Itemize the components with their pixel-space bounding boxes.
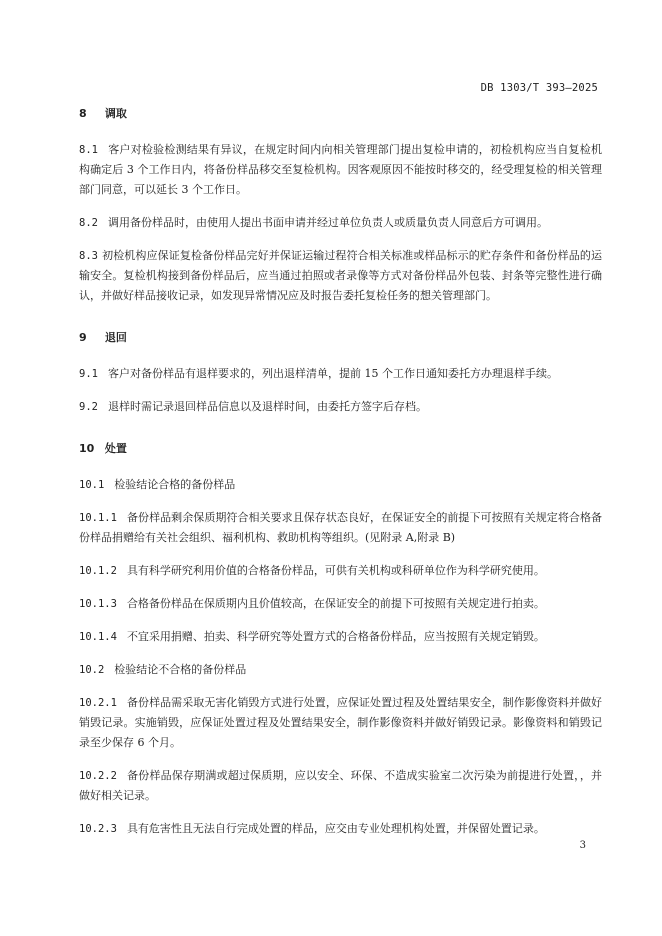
- page-number: 3: [579, 840, 586, 851]
- section-9-heading: [79, 328, 602, 348]
- clause-text: 调用备份样品时，由使用人提出书面申请并经过单位负责人或质量负责人同意后方可调用。: [107, 216, 548, 229]
- clause-number: 10.1.4: [79, 631, 117, 643]
- clause-text: 客户对备份样品有退样要求的，列出退样清单，提前 15 个工作日通知委托方办理退样手续。: [107, 367, 558, 380]
- subsection-number: 10.2: [79, 664, 105, 676]
- clause-10-1-1: [79, 508, 602, 548]
- clause-8-3: [79, 246, 602, 306]
- clause-text: 备份样品保存期满或超过保质期，应以安全、环保、不造成实验室二次污染为前提进行处置，，并做好相关记录。: [79, 769, 602, 802]
- clause-number: 8.3: [79, 250, 98, 262]
- clause-10-1-2: [79, 561, 602, 581]
- subsection-10-2-heading: [79, 660, 602, 680]
- section-title: 退回: [104, 331, 127, 344]
- clause-8-1: [79, 140, 602, 200]
- clause-number: 10.2.1: [79, 697, 117, 709]
- clause-text: 合格备份样品在保质期内且价值较高，在保证安全的前提下可按照有关规定进行拍卖。: [126, 597, 545, 610]
- section-10-heading: [79, 439, 602, 459]
- clause-number: 10.2.2: [79, 770, 117, 782]
- section-8-heading: [79, 104, 602, 124]
- clause-10-2-1: [79, 693, 602, 753]
- clause-text: 客户对检验检测结果有异议，在规定时间内向相关管理部门提出复检申请的，初检机构应当自复检机构确定后 3 个工作日内，将备份样品移交至复检机构。因客观原因不能按时移交的，经受理复检的相关管理部门同意，可以延长 3 个工作日。: [79, 143, 602, 196]
- section-title: 调取: [104, 107, 127, 120]
- section-number: 9: [79, 331, 87, 344]
- subsection-title: 检验结论合格的备份样品: [114, 478, 236, 491]
- clause-number: 8.1: [79, 144, 98, 156]
- clause-number: 10.2.3: [79, 823, 117, 835]
- subsection-10-1-heading: [79, 475, 602, 495]
- clause-number: 9.1: [79, 368, 98, 380]
- clause-text: 备份样品需采取无害化销毁方式进行处置，应保证处置过程及处置结果安全，制作影像资料并做好销毁记录。实施销毁，应保证处置过程及处置结果安全，制作影像资料并做好销毁记录。影像资料和销毁记录至少保存 6 个月。: [79, 696, 602, 749]
- clause-number: 10.1.1: [79, 512, 117, 524]
- page-content: [79, 104, 602, 839]
- clause-text: 退样时需记录退回样品信息以及退样时间，由委托方签字后存档。: [107, 400, 427, 413]
- clause-number: 8.2: [79, 217, 98, 229]
- clause-text: 具有危害性且无法自行完成处置的样品，应交由专业处理机构处置，并保留处置记录。: [126, 822, 545, 835]
- subsection-number: 10.1: [79, 479, 105, 491]
- clause-number: 10.1.2: [79, 565, 117, 577]
- section-title: 处置: [104, 442, 127, 455]
- clause-9-1: [79, 364, 602, 384]
- document-code: DB 1303/T 393—2025: [480, 82, 598, 94]
- subsection-title: 检验结论不合格的备份样品: [114, 663, 247, 676]
- section-number: 8: [79, 107, 87, 120]
- clause-10-2-3: [79, 819, 602, 839]
- clause-10-1-4: [79, 627, 602, 647]
- clause-8-2: [79, 213, 602, 233]
- clause-number: 10.1.3: [79, 598, 117, 610]
- clause-10-2-2: [79, 766, 602, 806]
- clause-number: 9.2: [79, 401, 98, 413]
- clause-10-1-3: [79, 594, 602, 614]
- clause-text: 不宜采用捐赠、拍卖、科学研究等处置方式的合格备份样品，应当按照有关规定销毁。: [126, 630, 545, 643]
- clause-text: 具有科学研究利用价值的合格备份样品，可供有关机构或科研单位作为科学研究使用。: [126, 564, 545, 577]
- clause-9-2: [79, 397, 602, 417]
- clause-text: 备份样品剩余保质期符合相关要求且保存状态良好，在保证安全的前提下可按照有关规定将合格备份样品捐赠给有关社会组织、福利机构、救助机构等组织。(见附录 A,附录 B): [79, 511, 602, 544]
- section-number: 10: [79, 442, 95, 455]
- clause-text: 初检机构应保证复检备份样品完好并保证运输过程符合相关标准或样品标示的贮存条件和备份样品的运输安全。复检机构接到备份样品后，应当通过拍照或者录像等方式对备份样品外包装、封条等完整性进行确认，并做好样品接收记录，如发现异常情况应及时报告委托复检任务的想关管理部门。: [79, 249, 602, 302]
